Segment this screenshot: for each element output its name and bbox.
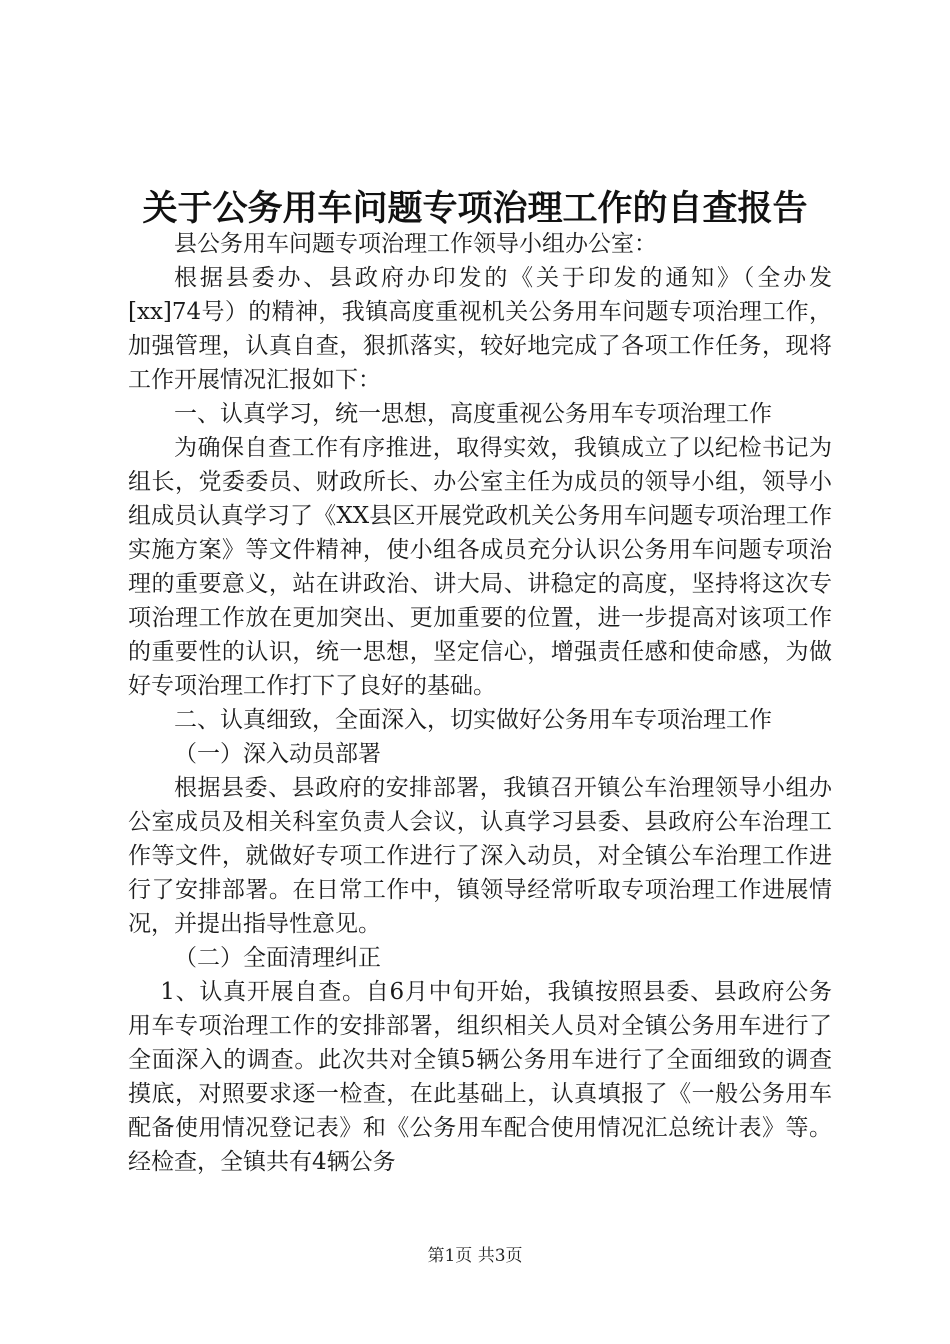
- body-paragraph: 为确保自查工作有序推进，取得实效，我镇成立了以纪检书记为组长，党委委员、财政所长、办公室主任为成员的领导小组，领导小组成员认真学习了《XX县区开展党政机关公务用车问题专项治理工作实施方案》等文件精神，使小组各成员充分认识公务用车问题专项治理的重要意义，站在讲政治、讲大局、讲稳定的高度，坚持将这次专项治理工作放在更加突出、更加重要的位置，进一步提高对该项工作的重要性的认识，统一思想，坚定信心，增强责任感和使命感，为做好专项治理工作打下了良好的基础。: [128, 435, 832, 699]
- document-body: [128, 227, 832, 1179]
- subsection-heading-2: （二）全面清理纠正: [174, 945, 381, 971]
- salutation-paragraph: 县公务用车问题专项治理工作领导小组办公室：: [174, 231, 657, 257]
- page-footer: 第1页 共3页: [427, 1246, 523, 1266]
- document-title: 关于公务用车问题专项治理工作的自查报告: [142, 188, 808, 229]
- section-heading-2: 二、认真细致，全面深入，切实做好公务用车专项治理工作: [174, 707, 772, 733]
- body-paragraph: 1、认真开展自查。自6月中旬开始，我镇按照县委、县政府公务用车专项治理工作的安排部署，组织相关人员对全镇公务用车进行了全面深入的调查。此次共对全镇5辆公务用车进行了全面细致的调查摸底，对照要求逐一检查，在此基础上，认真填报了《一般公务用车配备使用情况登记表》和《公务用车配合使用情况汇总统计表》等。经检查，全镇共有4辆公务: [128, 979, 832, 1175]
- intro-paragraph: 根据县委办、县政府办印发的《关于印发的通知》（全办发[xx]74号）的精神，我镇高度重视机关公务用车问题专项治理工作，加强管理，认真自查，狠抓落实，较好地完成了各项工作任务，现将工作开展情况汇报如下：: [128, 265, 832, 393]
- section-heading-1: 一、认真学习，统一思想，高度重视公务用车专项治理工作: [174, 401, 772, 427]
- subsection-heading-1: （一）深入动员部署: [174, 741, 381, 767]
- body-paragraph: 根据县委、县政府的安排部署，我镇召开镇公车治理领导小组办公室成员及相关科室负责人会议，认真学习县委、县政府公车治理工作等文件，就做好专项工作进行了深入动员，对全镇公车治理工作进行了安排部署。在日常工作中，镇领导经常听取专项治理工作进展情况，并提出指导性意见。: [128, 775, 832, 937]
